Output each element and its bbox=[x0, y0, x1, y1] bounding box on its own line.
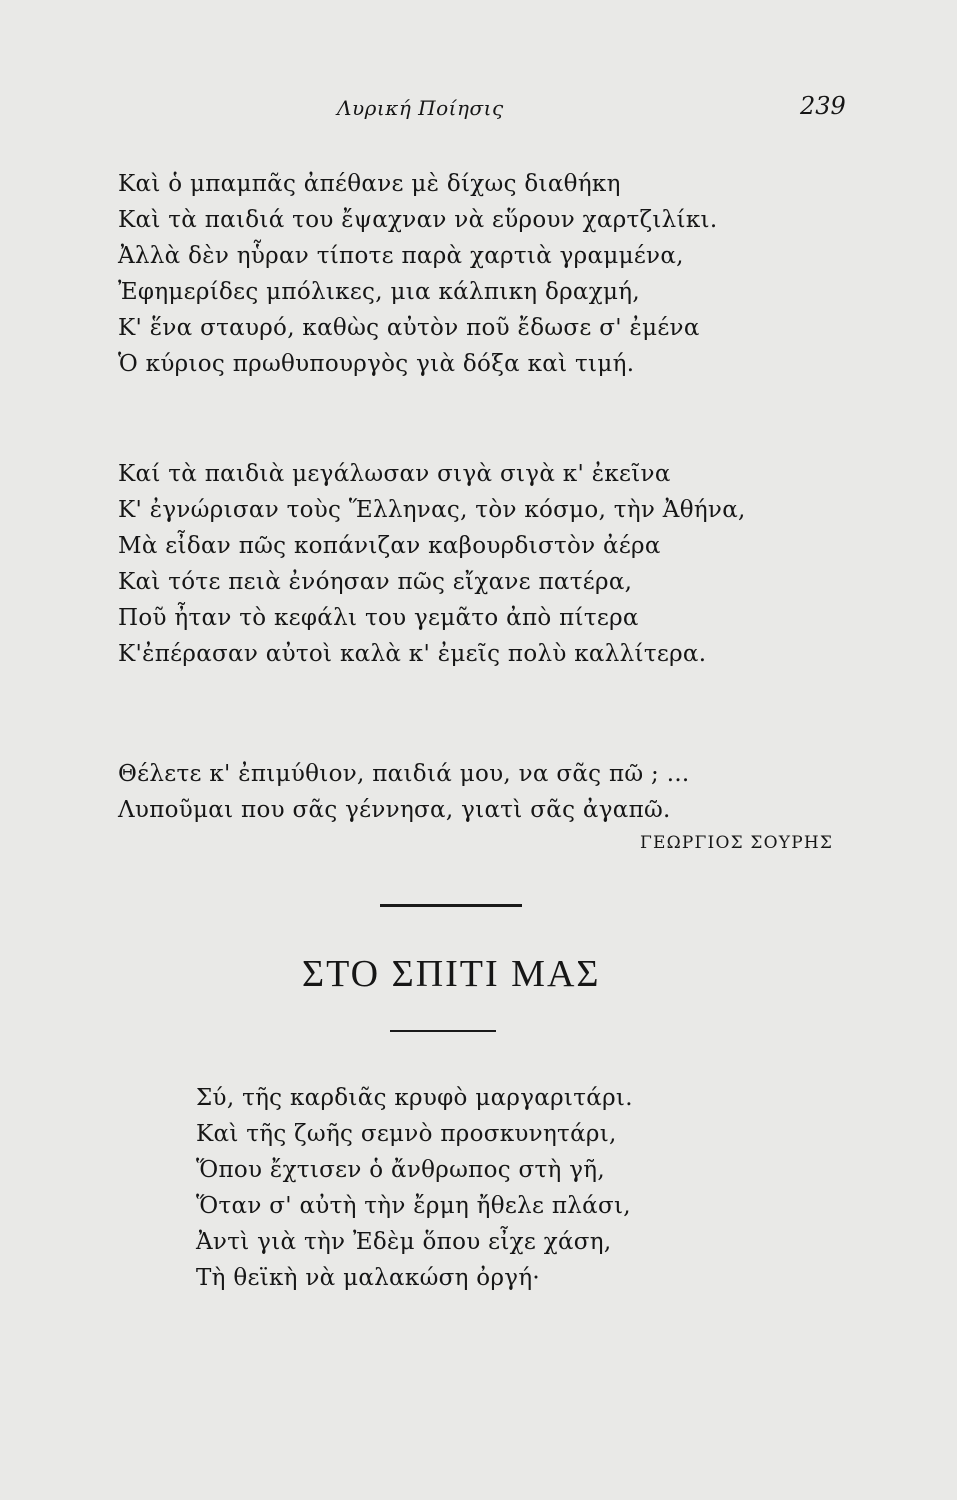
verse-line: Καὶ ὁ μπαμπᾶς ἀπέθανε μὲ δίχως διαθήκη bbox=[118, 171, 621, 197]
verse-line: Τὴ θεϊκὴ νὰ μαλακώση ὀργή· bbox=[196, 1265, 541, 1291]
section-divider-bottom bbox=[390, 1030, 496, 1032]
poem-author: ΓΕΩΡΓΙΟΣ ΣΟΥΡΗΣ bbox=[640, 833, 834, 853]
verse-line: Μὰ εἶδαν πῶς κοπάνιζαν καβουρδιστὸν ἀέρα bbox=[118, 533, 661, 559]
verse-line: Θέλετε κ' ἐπιμύθιον, παιδιά μου, να σᾶς πῶ ; ... bbox=[118, 761, 690, 787]
poem-stanza-2 bbox=[118, 456, 746, 672]
verse-line: Καὶ τότε πειὰ ἐνόησαν πῶς εἴχανε πατέρα, bbox=[118, 569, 633, 595]
verse-line: Κ' ἐγνώρισαν τοὺς Ἕλληνας, τὸν κόσμο, τὴν Ἀθήνα, bbox=[118, 497, 746, 523]
section-divider-top bbox=[380, 904, 522, 907]
verse-line: Ἀλλὰ δὲν ηὗραν τίποτε παρὰ χαρτιὰ γραμμένα, bbox=[118, 243, 684, 269]
poem-stanza-3 bbox=[118, 756, 690, 828]
verse-line: Κ' ἕνα σταυρό, καθὼς αὐτὸν ποῦ ἔδωσε σ' ἐμένα bbox=[118, 315, 700, 341]
poem2-stanza bbox=[196, 1080, 633, 1296]
verse-line: Σύ, τῆς καρδιᾶς κρυφὸ μαργαριτάρι. bbox=[196, 1085, 633, 1111]
verse-line: Καὶ τὰ παιδιά του ἔψαχναν νὰ εὕρουν χαρτζιλίκι. bbox=[118, 207, 718, 233]
verse-line: Ὅταν σ' αὐτὴ τὴν ἔρμη ἤθελε πλάσι, bbox=[196, 1193, 631, 1219]
verse-line: Λυποῦμαι που σᾶς γέννησα, γιατὶ σᾶς ἀγαπῶ. bbox=[118, 797, 671, 823]
page-number: 239 bbox=[800, 92, 846, 120]
verse-line: Καί τὰ παιδιὰ μεγάλωσαν σιγὰ σιγὰ κ' ἐκεῖνα bbox=[118, 461, 671, 487]
verse-line: Καὶ τῆς ζωῆς σεμνὸ προσκυνητάρι, bbox=[196, 1121, 617, 1147]
poem-stanza-1 bbox=[118, 166, 717, 382]
verse-line: Ἐφημερίδες μπόλικες, μια κάλπικη δραχμή, bbox=[118, 279, 640, 305]
verse-line: Ὁ κύριος πρωθυπουργὸς γιὰ δόξα καὶ τιμή. bbox=[118, 351, 635, 377]
poem-title: ΣΤΟ ΣΠΙΤΙ ΜΑΣ bbox=[302, 953, 601, 995]
verse-line: Ποῦ ἦταν τὸ κεφάλι του γεμᾶτο ἀπὸ πίτερα bbox=[118, 605, 639, 631]
verse-line: Κ'ἐπέρασαν αὐτοὶ καλὰ κ' ἐμεῖς πολὺ καλλίτερα. bbox=[118, 641, 707, 667]
verse-line: Ἀντὶ γιὰ τὴν Ἐδὲμ ὅπου εἶχε χάση, bbox=[196, 1229, 612, 1255]
verse-line: Ὅπου ἔχτισεν ὁ ἄνθρωπος στὴ γῆ, bbox=[196, 1157, 605, 1183]
running-title: Λυρική Ποίησις bbox=[337, 96, 504, 120]
